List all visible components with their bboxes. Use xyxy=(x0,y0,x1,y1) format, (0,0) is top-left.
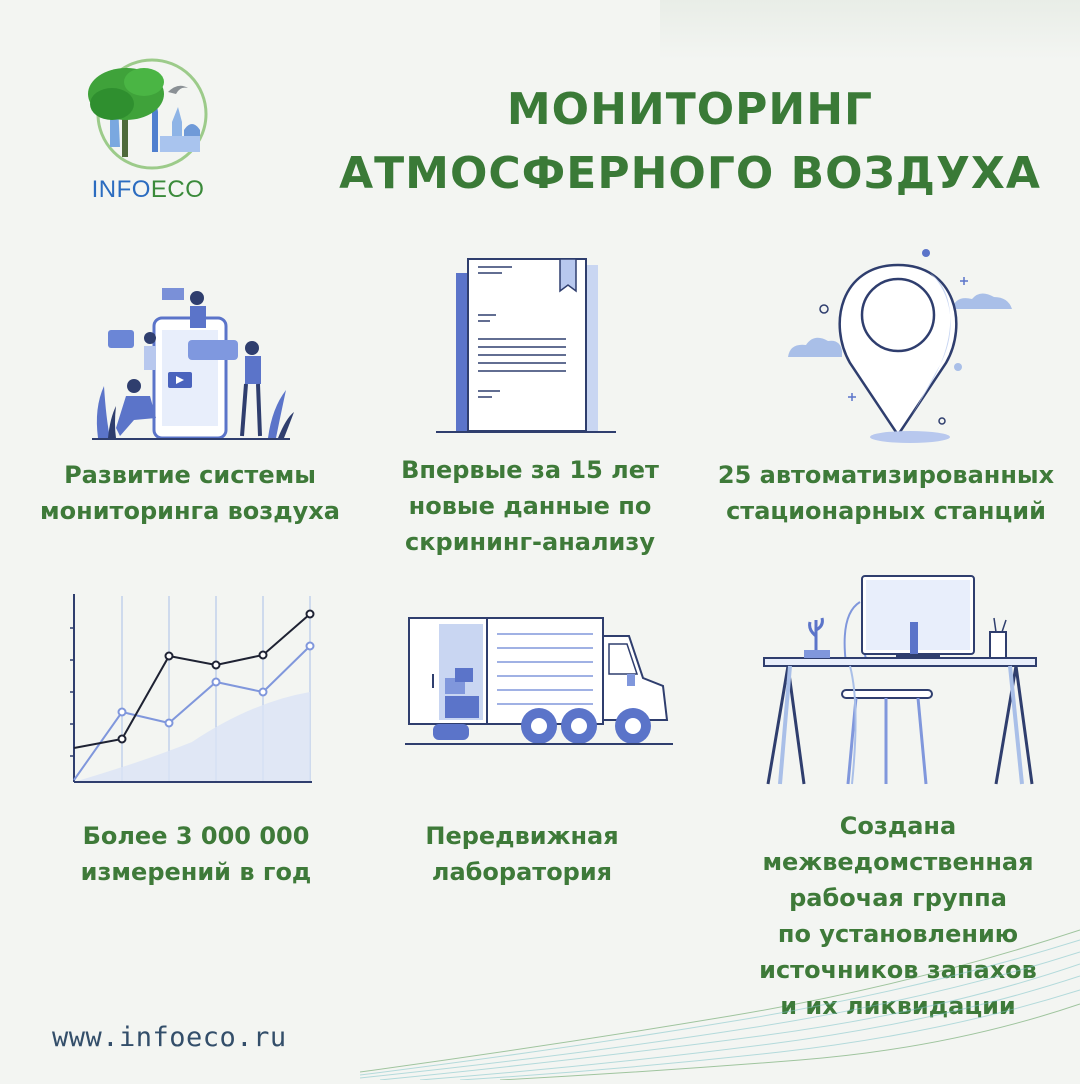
logo-text-eco: ECO xyxy=(150,176,205,203)
logo xyxy=(60,52,230,212)
title-line-1: МОНИТОРИНГ xyxy=(506,84,874,135)
caption-mobile-lab xyxy=(342,818,702,890)
caption-screening xyxy=(350,452,710,560)
logo-text xyxy=(78,176,218,204)
caption-line: 25 автоматизированных xyxy=(717,461,1055,489)
logo-emblem-icon xyxy=(60,52,230,177)
caption-line: измерений в год xyxy=(80,858,312,886)
logo-text-info: INFO xyxy=(91,176,151,203)
decorative-waves xyxy=(360,900,1080,1080)
title-line-2: АТМОСФЕРНОГО ВОЗДУХА xyxy=(339,148,1041,199)
caption-line: рабочая группа xyxy=(789,884,1007,912)
people-phone-icon xyxy=(90,268,300,443)
caption-line: источников запахов xyxy=(759,956,1037,984)
document-icon xyxy=(436,255,616,435)
line-chart-icon xyxy=(62,592,322,792)
caption-line: мониторинга воздуха xyxy=(40,497,340,525)
caption-measurements xyxy=(16,818,376,890)
location-pin-icon xyxy=(780,245,1020,445)
top-texture xyxy=(660,0,1080,60)
caption-line: Создана xyxy=(839,812,957,840)
page-title xyxy=(300,78,1080,206)
caption-line: межведомственная xyxy=(762,848,1034,876)
caption-line: новые данные по xyxy=(408,492,652,520)
caption-stations xyxy=(700,457,1072,529)
caption-monitoring-system xyxy=(10,457,370,529)
caption-line: лаборатория xyxy=(431,858,613,886)
workspace-desk-icon xyxy=(760,574,1045,789)
caption-line: Передвижная xyxy=(425,822,619,850)
caption-line: Более 3 000 000 xyxy=(82,822,310,850)
caption-line: и их ликвидации xyxy=(780,992,1016,1020)
truck-icon xyxy=(405,612,675,747)
caption-line: скрининг-анализу xyxy=(405,528,655,556)
caption-line: Развитие системы xyxy=(64,461,316,489)
caption-line: стационарных станций xyxy=(726,497,1046,525)
website-link[interactable]: www.infoeco.ru xyxy=(52,1022,287,1053)
caption-line: по установлению xyxy=(777,920,1019,948)
caption-line: Впервые за 15 лет xyxy=(401,456,659,484)
